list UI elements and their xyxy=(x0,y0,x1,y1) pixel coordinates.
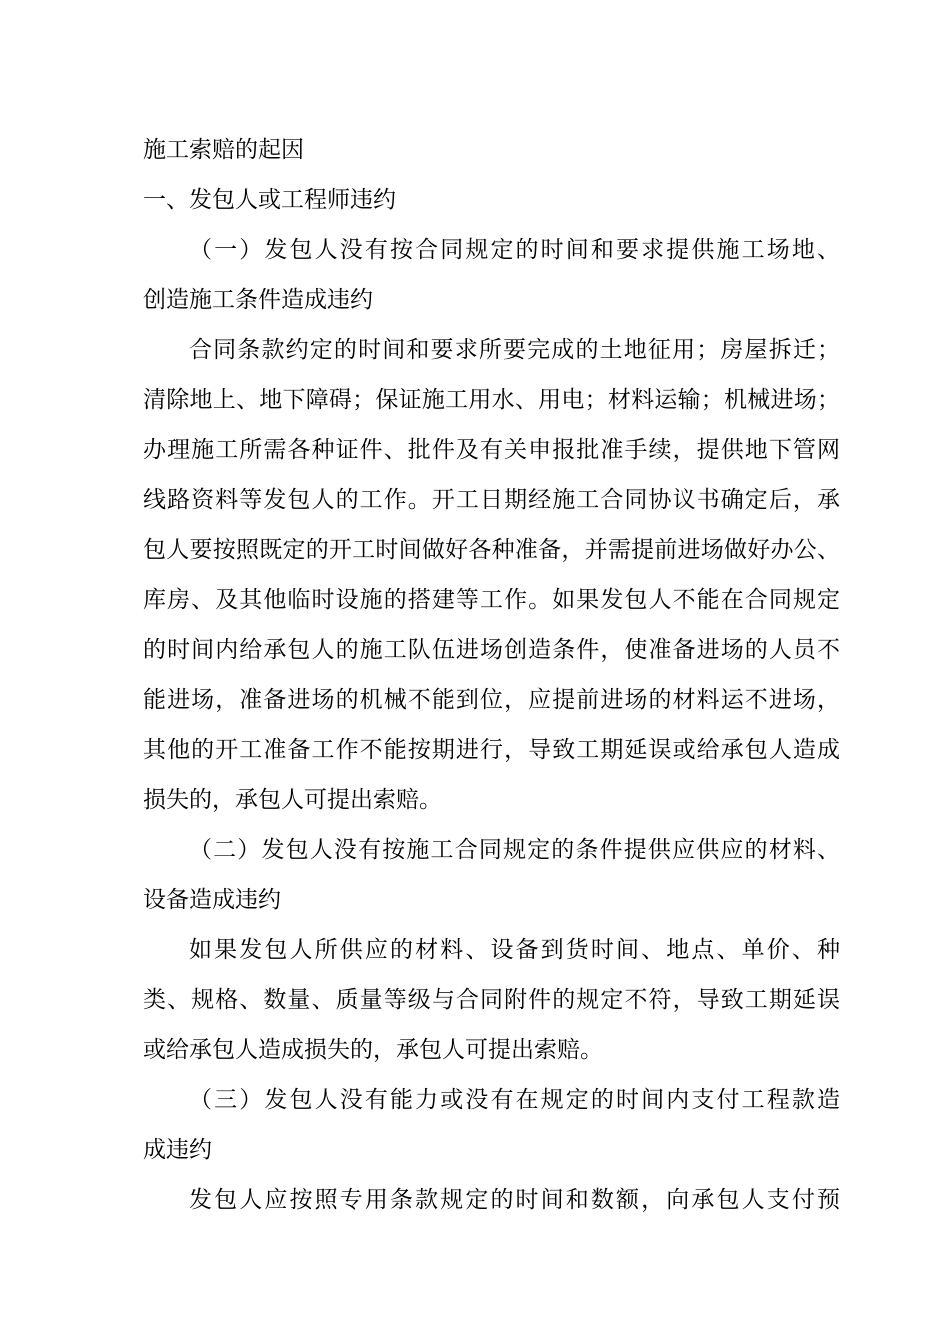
text-line: 成违约 xyxy=(143,1137,212,1163)
text-line: 清除地上、地下障碍；保证施工用水、用电；材料运输；机械进场； xyxy=(143,387,840,413)
text-line: 的时间内给承包人的施工队伍进场创造条件，使准备进场的人员不 xyxy=(143,637,840,663)
text-line: 发包人应按照专用条款规定的时间和数额，向承包人支付预 xyxy=(189,1187,840,1213)
text-line: 合同条款约定的时间和要求所要完成的土地征用；房屋拆迁； xyxy=(189,337,840,363)
text-line: （一）发包人没有按合同规定的时间和要求提供施工场地、 xyxy=(189,237,840,263)
text-line: 办理施工所需各种证件、批件及有关申报批准手续，提供地下管网 xyxy=(143,437,840,463)
text-line: 库房、及其他临时设施的搭建等工作。如果发包人不能在合同规定 xyxy=(143,587,840,613)
text-line: 损失的，承包人可提出索赔。 xyxy=(143,787,442,813)
text-line: 包人要按照既定的开工时间做好各种准备，并需提前进场做好办公、 xyxy=(143,537,840,563)
text-line: 设备造成违约 xyxy=(143,887,281,913)
text-line: 能进场，准备进场的机械不能到位，应提前进场的材料运不进场， xyxy=(143,687,840,713)
text-line: 或给承包人造成损失的，承包人可提出索赔。 xyxy=(143,1037,603,1063)
document-body xyxy=(143,125,840,1225)
text-line: 创造施工条件造成违约 xyxy=(143,287,373,313)
text-line: （二）发包人没有按施工合同规定的条件提供应供应的材料、 xyxy=(189,837,840,863)
section-heading: 一、发包人或工程师违约 xyxy=(143,187,396,213)
text-line: 类、规格、数量、质量等级与合同附件的规定不符，导致工期延误 xyxy=(143,987,840,1013)
doc-title: 施工索赔的起因 xyxy=(143,137,304,163)
text-line: 其他的开工准备工作不能按期进行，导致工期延误或给承包人造成 xyxy=(143,737,840,763)
text-line: 线路资料等发包人的工作。开工日期经施工合同协议书确定后，承 xyxy=(143,487,840,513)
text-line: 如果发包人所供应的材料、设备到货时间、地点、单价、种 xyxy=(189,937,840,963)
text-line: （三）发包人没有能力或没有在规定的时间内支付工程款造 xyxy=(189,1087,840,1113)
